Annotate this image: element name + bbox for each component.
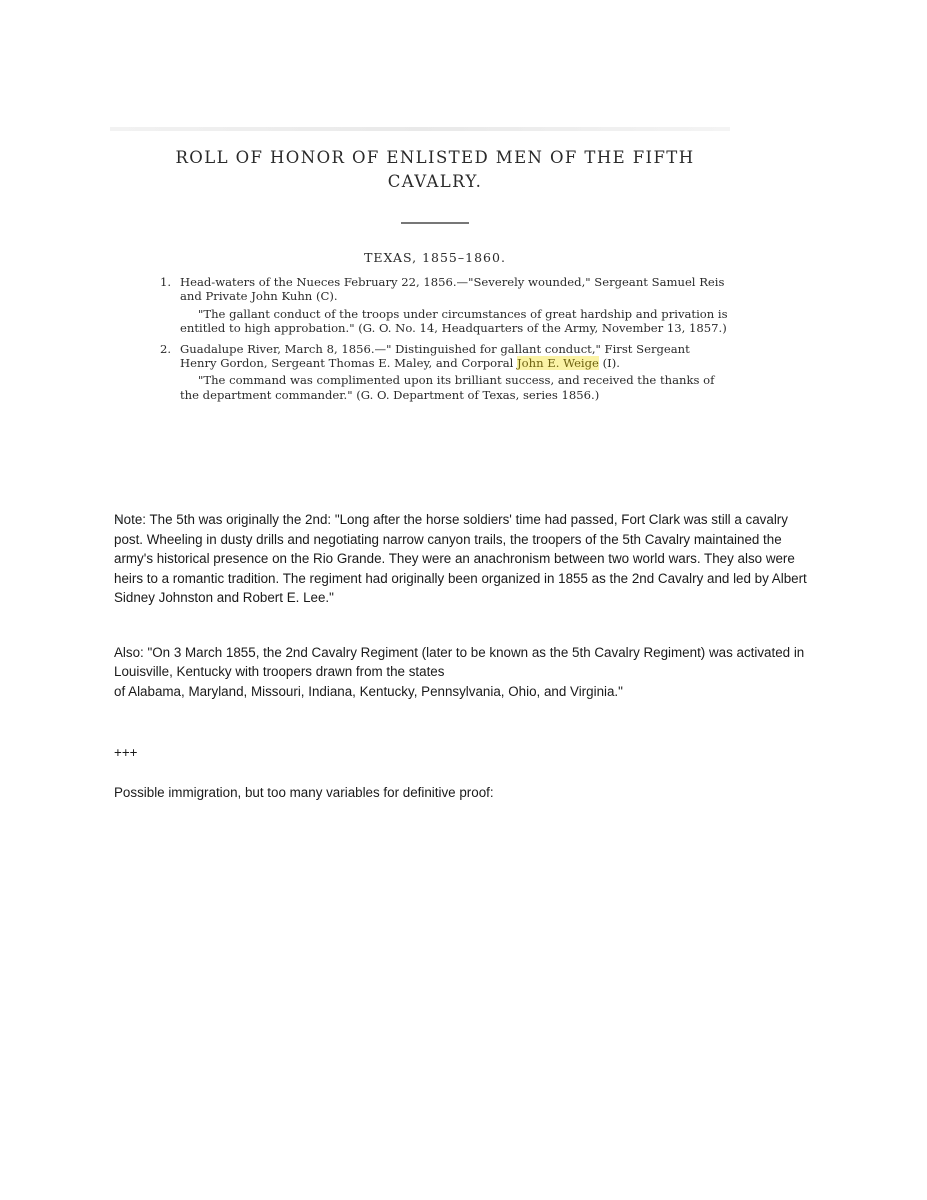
excerpt-subtitle: TEXAS, 1855–1860. [364, 250, 506, 265]
honor-entry [140, 275, 730, 336]
highlighted-name: John E. Weige [517, 356, 599, 371]
honor-entry [140, 342, 730, 403]
note-paragraph: Note: The 5th was originally the 2nd: "Long after the horse soldiers' time had passed, Fort Clark was still a cavalry post. Wheeling in dusty drills and negotiating narrow canyon trails, the troopers of the 5th Cavalry maintained the army's historical presence on the Rio Grande. They were an anachronism between two world wars. They also were heirs to a romantic tradition. The regiment had originally been organized in 1855 as the 2nd Cavalry and led by Albert Sidney Johnston and Robert E. Lee." [114, 512, 807, 605]
excerpt-title: ROLL OF HONOR OF ENLISTED MEN OF THE FIFTH CAVALRY. [175, 148, 695, 191]
entry-text: Head-waters of the Nueces February 22, 1856.—"Severely wounded," Sergeant Samuel Reis and Private John Kuhn (C). [180, 275, 725, 304]
entry-quote: "The gallant conduct of the troops under circumstances of great hardship and privation is entitled to high approbation." (G. O. No. 14, Headquarters of the Army, November 13, 1857.) [180, 306, 728, 336]
scan-edge [110, 127, 730, 131]
immigration-paragraph: Possible immigration, but too many variables for definitive proof: [114, 784, 494, 800]
entry-number: 1. [160, 275, 172, 289]
entry-text [180, 342, 690, 370]
entry-number: 2. [160, 341, 172, 356]
also-paragraph [114, 643, 814, 702]
entry-quote: "The command was complimented upon its brilliant success, and received the thanks of the department commander." (G. O. Department of Texas, series 1856.) [180, 373, 715, 402]
entry-text-after: (I). [598, 356, 620, 371]
notes-section [114, 510, 814, 802]
title-divider [401, 222, 469, 224]
honor-list [140, 275, 730, 402]
entry-text-before: Guadalupe River, March 8, 1856.—" Distinguished for gallant conduct," First Sergeant Henry Gordon, Sergeant Thomas E. Maley, and Corporal [180, 341, 690, 371]
also-line-2: of Alabama, Maryland, Missouri, Indiana, Kentucky, Pennsylvania, Ohio, and Virginia." [114, 683, 623, 699]
also-line-1: Also: "On 3 March 1855, the 2nd Cavalry Regiment (later to be known as the 5th Cavalry Regiment) was activated in Louisville, Kentucky with troopers drawn from the states [114, 644, 805, 679]
scanned-excerpt [140, 140, 730, 408]
separator: +++ [114, 745, 138, 760]
